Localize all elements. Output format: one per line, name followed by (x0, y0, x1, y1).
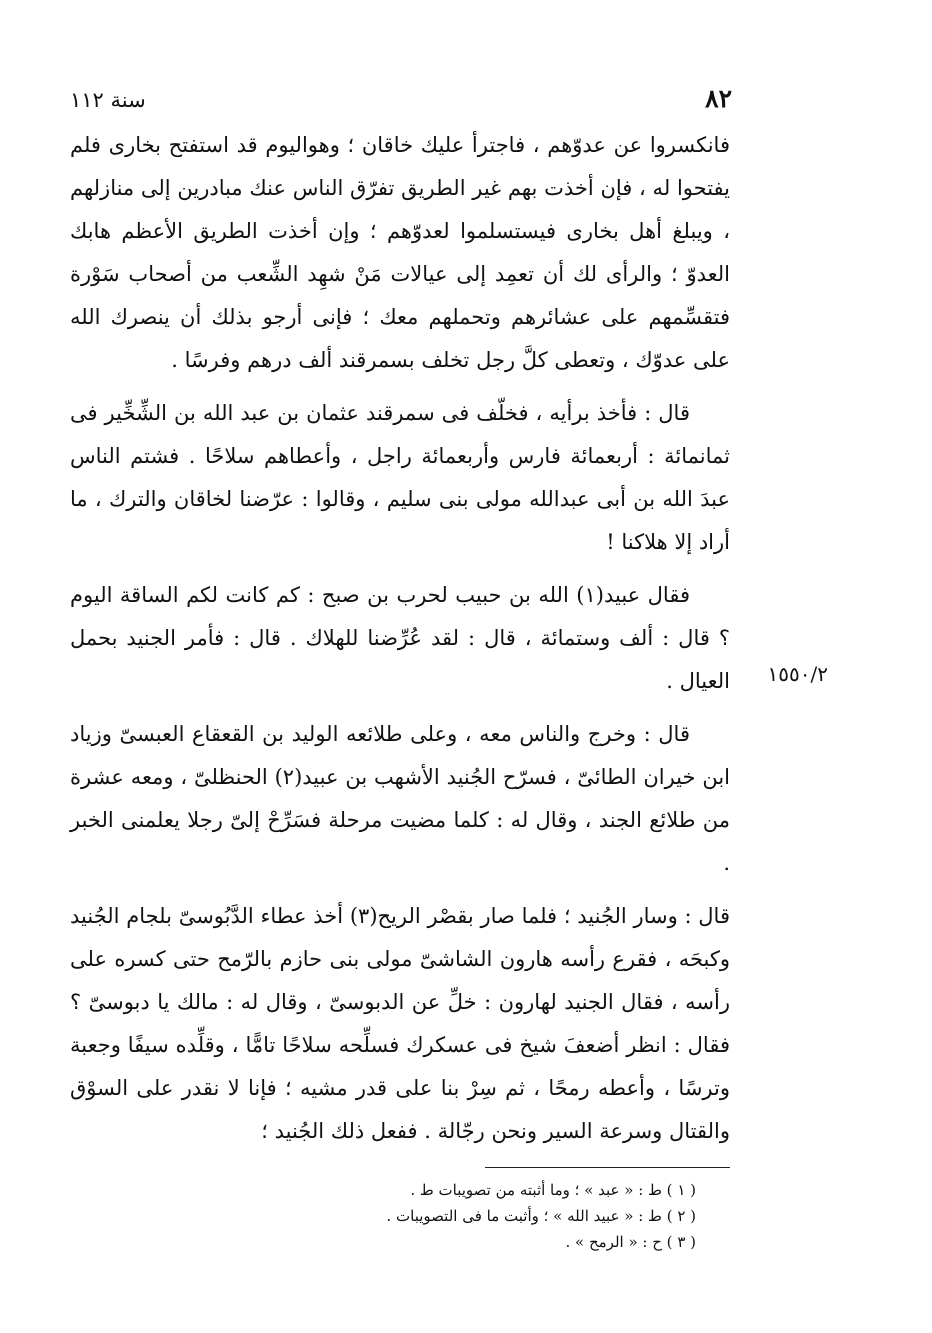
footnote: ( ٣ ) ح : « الرمح » . (565, 1233, 696, 1251)
paragraph: قال : وسار الجُنيد ؛ فلما صار بقصْر الريح(٣) أخذ عطاء الدَّبُوسىّ بلجام الجُنيد وكبحَه ، فقرع رأسه هارون الشاشىّ مولى بنى حازم بالرّمح حتى كسره على رأسه ، فقال الجنيد لهارون : خلِّ عن الدبوسىّ ، وقال له : مالك يا دبوسىّ ؟ فقال : انظر أضعفَ شيخ فى عسكرك فسلِّحه سلاحًا تامًّا ، وقلِّده سيفًا وجعبة وترسًا ، وأعطه رمحًا ، ثم سِرْ بنا على قدر مشيه ؛ فإنا لا نقدر على السوْق والقتال وسرعة السير ونحن رجّالة . ففعل ذلك الجُنيد ؛ (70, 904, 730, 1143)
margin-reference: ١٥٥٠/٢ (767, 662, 828, 686)
paragraph: قال : وخرج والناس معه ، وعلى طلائعه الوليد بن القعقاع العبسىّ وزياد ابن خيران الطائىّ ، فسرّح الجُنيد الأشهب بن عبيد(٢) الحنظلىّ ، ومعه عشرة من طلائع الجند ، وقال له : كلما مضيت مرحلة فسَرِّحْ إلىّ رجلا يعلمنى الخبر . (70, 722, 730, 875)
paragraph: فقال عبيد(١) الله بن حبيب لحرب بن صبح : كم كانت لكم الساقة اليوم ؟ قال : ألف وستمائة ، قال : لقد عُرِّضنا للهلاك . قال : فأمر الجنيد بحمل العيال . (70, 583, 730, 693)
running-head: سنة ١١٢ (70, 88, 146, 112)
footnotes (300, 1177, 696, 1255)
footnote: ( ٢ ) ط : « عبيد الله » ؛ وأثبت ما فى التصويبات . (386, 1207, 696, 1225)
footnote: ( ١ ) ط : « عبد » ؛ وما أثبته من تصويبات ط . (410, 1181, 696, 1199)
main-text (70, 124, 730, 1153)
footnote-divider (485, 1167, 730, 1168)
page-header (70, 84, 732, 116)
paragraph: قال : فأخذ برأيه ، فخلّف فى سمرقند عثمان بن عبد الله بن الشِّخِّير فى ثمانمائة : أربعمائة فارس وأربعمائة راجل ، وأعطاهم سلاحًا . فشتم الناس عبدَ الله بن أبى عبدالله مولى بنى سليم ، وقالوا : عرّضنا لخاقان والترك ، ما أراد إلا هلاكنا ! (70, 401, 730, 554)
paragraph: فانكسروا عن عدوّهم ، فاجترأ عليك خاقان ؛ وهواليوم قد استفتح بخارى فلم يفتحوا له ، فإن أخذت بهم غير الطريق تفرّق الناس عنك مبادرين إلى منازلهم ، ويبلغ أهل بخارى فيستسلموا لعدوّهم ؛ وإن أخذت الطريق الأعظم هابك العدوّ ؛ والرأى لك أن تعمِد إلى عيالات مَنْ شهِد الشِّعب من أصحاب سَوْرة فتقسِّمهم على عشائرهم وتحملهم معك ؛ فإنى أرجو بذلك أن ينصرك الله على عدوّك ، وتعطى كلَّ رجل تخلف بسمرقند ألف درهم وفرسًا . (70, 133, 730, 372)
page-number: ٨٢ (705, 84, 732, 113)
